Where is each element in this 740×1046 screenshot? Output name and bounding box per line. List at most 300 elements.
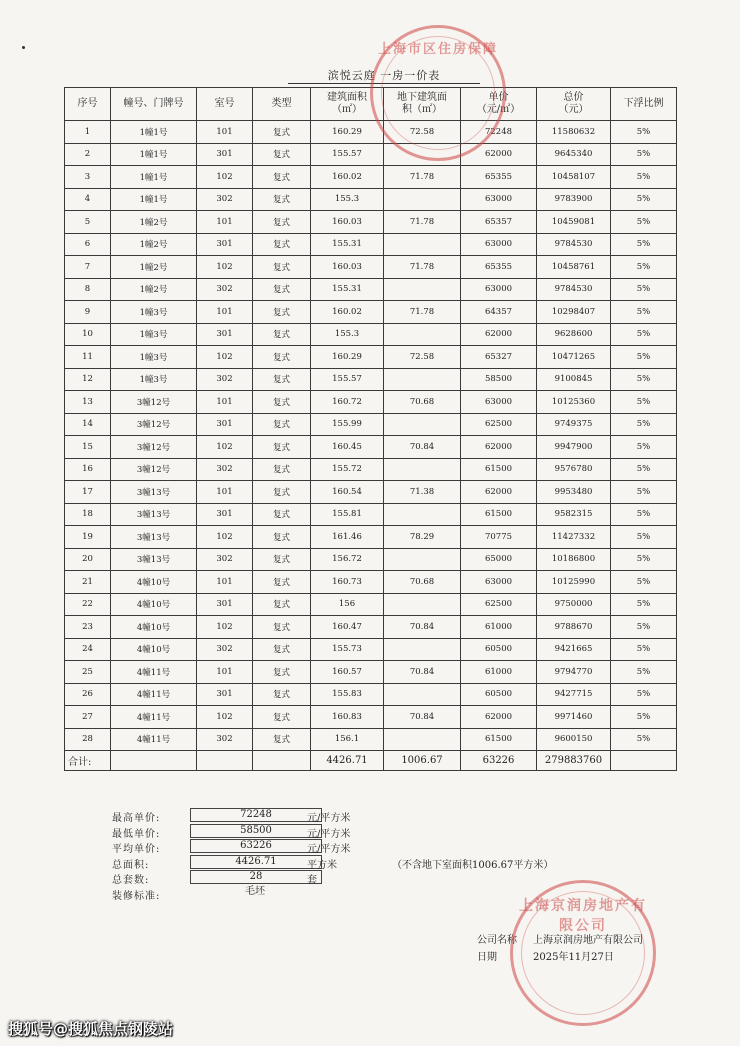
column-header: 地下建筑面 积（㎡） <box>384 88 461 121</box>
building-unit-cell: 4幢11号 <box>111 706 197 729</box>
underground-area-cell <box>384 728 461 751</box>
room-number-cell: 302 <box>197 638 253 661</box>
room-number-cell: 302 <box>197 368 253 391</box>
summary-value: 58500 <box>190 824 322 838</box>
row-number-cell: 21 <box>65 571 111 594</box>
floor-area-cell: 155.83 <box>311 683 384 706</box>
unit-price-cell: 60500 <box>461 638 537 661</box>
unit-price-cell: 62000 <box>461 436 537 459</box>
total-price-cell: 9947900 <box>537 436 611 459</box>
unit-type-cell: 复式 <box>253 301 311 324</box>
seal-text: 上海市区住房保障 <box>377 42 498 57</box>
underground-area-cell <box>384 188 461 211</box>
unit-price-cell: 65355 <box>461 256 537 279</box>
table-header-row <box>65 88 677 121</box>
company-name: 上海京润房地产有限公司 <box>533 935 643 946</box>
building-unit-cell: 1幢3号 <box>111 368 197 391</box>
row-number-cell: 6 <box>65 233 111 256</box>
unit-type-cell: 复式 <box>253 233 311 256</box>
unit-price-cell: 62500 <box>461 593 537 616</box>
room-number-cell: 301 <box>197 683 253 706</box>
total-price-cell: 9971460 <box>537 706 611 729</box>
row-number-cell: 8 <box>65 278 111 301</box>
unit-type-cell: 复式 <box>253 728 311 751</box>
row-number-cell: 10 <box>65 323 111 346</box>
total-underground-area: 1006.67 <box>384 751 461 771</box>
total-label: 合计: <box>65 751 111 771</box>
row-number-cell: 14 <box>65 413 111 436</box>
table-body <box>65 121 677 751</box>
table-row <box>65 616 677 639</box>
row-number-cell: 13 <box>65 391 111 414</box>
row-number-cell: 19 <box>65 526 111 549</box>
building-unit-cell: 4幢11号 <box>111 683 197 706</box>
unit-type-cell: 复式 <box>253 706 311 729</box>
floor-area-cell: 155.81 <box>311 503 384 526</box>
floor-area-cell: 155.57 <box>311 143 384 166</box>
total-price-cell: 9645340 <box>537 143 611 166</box>
unit-type-cell: 复式 <box>253 188 311 211</box>
unit-price-cell: 65000 <box>461 548 537 571</box>
unit-type-cell: 复式 <box>253 121 311 144</box>
row-number-cell: 7 <box>65 256 111 279</box>
unit-price-cell: 62000 <box>461 143 537 166</box>
total-price-cell: 10125360 <box>537 391 611 414</box>
column-header: 总价 （元） <box>537 88 611 121</box>
underground-area-cell: 71.78 <box>384 211 461 234</box>
unit-type-cell: 复式 <box>253 278 311 301</box>
underground-area-cell <box>384 683 461 706</box>
table-row <box>65 661 677 684</box>
total-price-cell: 9953480 <box>537 481 611 504</box>
building-unit-cell: 1幢2号 <box>111 278 197 301</box>
floor-area-cell: 155.3 <box>311 188 384 211</box>
summary-value: 4426.71 <box>190 855 322 869</box>
room-number-cell: 102 <box>197 436 253 459</box>
table-row <box>65 301 677 324</box>
unit-price-cell: 62000 <box>461 323 537 346</box>
underground-area-cell: 72.58 <box>384 346 461 369</box>
room-number-cell: 301 <box>197 503 253 526</box>
underground-area-cell: 70.84 <box>384 616 461 639</box>
unit-price-cell: 62500 <box>461 413 537 436</box>
total-price-cell: 10471265 <box>537 346 611 369</box>
table-row <box>65 436 677 459</box>
building-unit-cell: 3幢12号 <box>111 391 197 414</box>
discount-rate-cell: 5% <box>611 256 677 279</box>
total-price-cell: 10125990 <box>537 571 611 594</box>
unit-price-cell: 63000 <box>461 233 537 256</box>
total-price-cell: 9784530 <box>537 233 611 256</box>
row-number-cell: 18 <box>65 503 111 526</box>
table-row <box>65 526 677 549</box>
discount-rate-cell: 5% <box>611 211 677 234</box>
total-price-cell: 9750000 <box>537 593 611 616</box>
building-unit-cell: 3幢13号 <box>111 481 197 504</box>
floor-area-cell: 160.03 <box>311 211 384 234</box>
row-number-cell: 5 <box>65 211 111 234</box>
discount-rate-cell: 5% <box>611 143 677 166</box>
underground-area-cell: 70.68 <box>384 391 461 414</box>
discount-rate-cell: 5% <box>611 121 677 144</box>
unit-price-cell: 72248 <box>461 121 537 144</box>
summary-note: （不含地下室面积1006.67平方米） <box>392 859 554 871</box>
table-row <box>65 503 677 526</box>
total-price-cell: 9576780 <box>537 458 611 481</box>
total-price-cell: 9783900 <box>537 188 611 211</box>
discount-rate-cell: 5% <box>611 683 677 706</box>
total-empty-cell <box>111 751 197 771</box>
discount-rate-cell: 5% <box>611 301 677 324</box>
unit-price-cell: 70775 <box>461 526 537 549</box>
row-number-cell: 17 <box>65 481 111 504</box>
table-row <box>65 638 677 661</box>
summary-unit: 平方米 <box>307 859 337 871</box>
summary-label: 平均单价: <box>112 844 161 855</box>
underground-area-cell <box>384 143 461 166</box>
total-empty-cell <box>197 751 253 771</box>
table-row <box>65 683 677 706</box>
summary-value: 63226 <box>190 839 322 853</box>
unit-type-cell: 复式 <box>253 683 311 706</box>
unit-type-cell: 复式 <box>253 526 311 549</box>
unit-type-cell: 复式 <box>253 323 311 346</box>
unit-type-cell: 复式 <box>253 548 311 571</box>
table-row <box>65 391 677 414</box>
total-price-cell: 9100845 <box>537 368 611 391</box>
company-date: 2025年11月27日 <box>533 952 614 963</box>
discount-rate-cell: 5% <box>611 481 677 504</box>
unit-price-cell: 60500 <box>461 683 537 706</box>
table-row <box>65 233 677 256</box>
unit-price-cell: 63000 <box>461 571 537 594</box>
table-row <box>65 188 677 211</box>
unit-type-cell: 复式 <box>253 616 311 639</box>
unit-price-cell: 61000 <box>461 616 537 639</box>
discount-rate-cell: 5% <box>611 368 677 391</box>
total-empty-cell <box>611 751 677 771</box>
unit-type-cell: 复式 <box>253 481 311 504</box>
floor-area-cell: 160.02 <box>311 301 384 324</box>
unit-type-cell: 复式 <box>253 346 311 369</box>
table-row <box>65 346 677 369</box>
row-number-cell: 25 <box>65 661 111 684</box>
floor-area-cell: 155.99 <box>311 413 384 436</box>
floor-area-cell: 160.47 <box>311 616 384 639</box>
unit-type-cell: 复式 <box>253 436 311 459</box>
floor-area-cell: 155.73 <box>311 638 384 661</box>
row-number-cell: 20 <box>65 548 111 571</box>
discount-rate-cell: 5% <box>611 728 677 751</box>
company-block <box>477 932 643 966</box>
underground-area-cell: 70.84 <box>384 436 461 459</box>
table-row <box>65 481 677 504</box>
summary-label: 最高单价: <box>112 813 161 824</box>
scan-speck <box>22 46 25 49</box>
unit-type-cell: 复式 <box>253 211 311 234</box>
total-avg-unit-price: 63226 <box>461 751 537 771</box>
discount-rate-cell: 5% <box>611 436 677 459</box>
underground-area-cell: 70.84 <box>384 661 461 684</box>
total-price-cell: 11427332 <box>537 526 611 549</box>
floor-area-cell: 155.31 <box>311 278 384 301</box>
unit-type-cell: 复式 <box>253 256 311 279</box>
underground-area-cell <box>384 368 461 391</box>
summary-value: 毛坯 <box>245 885 265 897</box>
underground-area-cell: 70.84 <box>384 706 461 729</box>
total-price-cell: 11580632 <box>537 121 611 144</box>
building-unit-cell: 1幢1号 <box>111 166 197 189</box>
discount-rate-cell: 5% <box>611 278 677 301</box>
summary-value: 72248 <box>190 808 322 822</box>
building-unit-cell: 4幢10号 <box>111 638 197 661</box>
unit-type-cell: 复式 <box>253 661 311 684</box>
floor-area-cell: 155.72 <box>311 458 384 481</box>
unit-price-cell: 65357 <box>461 211 537 234</box>
row-number-cell: 4 <box>65 188 111 211</box>
building-unit-cell: 3幢12号 <box>111 413 197 436</box>
discount-rate-cell: 5% <box>611 661 677 684</box>
table-row <box>65 323 677 346</box>
discount-rate-cell: 5% <box>611 503 677 526</box>
total-price-cell: 9784530 <box>537 278 611 301</box>
underground-area-cell <box>384 278 461 301</box>
discount-rate-cell: 5% <box>611 188 677 211</box>
floor-area-cell: 160.83 <box>311 706 384 729</box>
column-header: 单价 （元/㎡） <box>461 88 537 121</box>
room-number-cell: 101 <box>197 391 253 414</box>
unit-price-cell: 61500 <box>461 503 537 526</box>
unit-price-cell: 61500 <box>461 728 537 751</box>
floor-area-cell: 160.29 <box>311 121 384 144</box>
company-date-label: 日期 <box>477 952 497 963</box>
unit-price-cell: 58500 <box>461 368 537 391</box>
table-row <box>65 278 677 301</box>
room-number-cell: 302 <box>197 458 253 481</box>
building-unit-cell: 4幢10号 <box>111 616 197 639</box>
summary-label: 装修标准: <box>112 890 161 902</box>
row-number-cell: 26 <box>65 683 111 706</box>
row-number-cell: 27 <box>65 706 111 729</box>
column-header: 类型 <box>253 88 311 121</box>
total-price-cell: 10186800 <box>537 548 611 571</box>
table-row <box>65 413 677 436</box>
underground-area-cell <box>384 593 461 616</box>
room-number-cell: 301 <box>197 593 253 616</box>
building-unit-cell: 4幢11号 <box>111 728 197 751</box>
summary-label: 总套数: <box>112 875 150 886</box>
total-row <box>65 751 677 771</box>
row-number-cell: 23 <box>65 616 111 639</box>
total-area: 4426.71 <box>311 751 384 771</box>
discount-rate-cell: 5% <box>611 391 677 414</box>
building-unit-cell: 1幢1号 <box>111 143 197 166</box>
unit-type-cell: 复式 <box>253 143 311 166</box>
table-row <box>65 593 677 616</box>
total-price-cell: 10458761 <box>537 256 611 279</box>
underground-area-cell <box>384 638 461 661</box>
total-price-cell: 10298407 <box>537 301 611 324</box>
underground-area-cell: 71.78 <box>384 301 461 324</box>
unit-type-cell: 复式 <box>253 571 311 594</box>
floor-area-cell: 156 <box>311 593 384 616</box>
document-title: 滨悦云庭 一房一价表 <box>288 67 480 84</box>
room-number-cell: 101 <box>197 211 253 234</box>
floor-area-cell: 160.54 <box>311 481 384 504</box>
floor-area-cell: 160.29 <box>311 346 384 369</box>
underground-area-cell <box>384 323 461 346</box>
unit-type-cell: 复式 <box>253 368 311 391</box>
underground-area-cell <box>384 548 461 571</box>
underground-area-cell: 71.38 <box>384 481 461 504</box>
building-unit-cell: 1幢2号 <box>111 233 197 256</box>
summary-label: 总面积: <box>112 859 150 871</box>
column-header: 下浮比例 <box>611 88 677 121</box>
room-number-cell: 302 <box>197 548 253 571</box>
underground-area-cell <box>384 233 461 256</box>
building-unit-cell: 4幢11号 <box>111 661 197 684</box>
discount-rate-cell: 5% <box>611 346 677 369</box>
row-number-cell: 11 <box>65 346 111 369</box>
company-name-line <box>477 932 643 949</box>
room-number-cell: 302 <box>197 728 253 751</box>
total-price-cell: 9794770 <box>537 661 611 684</box>
unit-type-cell: 复式 <box>253 413 311 436</box>
row-number-cell: 2 <box>65 143 111 166</box>
column-header: 室号 <box>197 88 253 121</box>
total-price-cell: 9427715 <box>537 683 611 706</box>
room-number-cell: 102 <box>197 166 253 189</box>
table-row <box>65 728 677 751</box>
room-number-cell: 302 <box>197 188 253 211</box>
floor-area-cell: 160.03 <box>311 256 384 279</box>
building-unit-cell: 1幢3号 <box>111 346 197 369</box>
room-number-cell: 101 <box>197 481 253 504</box>
table-row <box>65 143 677 166</box>
floor-area-cell: 160.02 <box>311 166 384 189</box>
unit-price-cell: 65327 <box>461 346 537 369</box>
floor-area-cell: 155.31 <box>311 233 384 256</box>
discount-rate-cell: 5% <box>611 413 677 436</box>
table-row <box>65 548 677 571</box>
underground-area-cell: 71.78 <box>384 256 461 279</box>
unit-price-cell: 61500 <box>461 458 537 481</box>
room-number-cell: 101 <box>197 301 253 324</box>
room-number-cell: 302 <box>197 278 253 301</box>
room-number-cell: 301 <box>197 143 253 166</box>
floor-area-cell: 160.72 <box>311 391 384 414</box>
discount-rate-cell: 5% <box>611 166 677 189</box>
table-row <box>65 368 677 391</box>
discount-rate-cell: 5% <box>611 571 677 594</box>
discount-rate-cell: 5% <box>611 526 677 549</box>
row-number-cell: 12 <box>65 368 111 391</box>
total-price-cell: 9582315 <box>537 503 611 526</box>
unit-type-cell: 复式 <box>253 593 311 616</box>
row-number-cell: 3 <box>65 166 111 189</box>
floor-area-cell: 160.57 <box>311 661 384 684</box>
building-unit-cell: 1幢1号 <box>111 121 197 144</box>
source-watermark: 搜狐号@搜狐焦点钢陵站 <box>8 1020 174 1038</box>
building-unit-cell: 3幢13号 <box>111 503 197 526</box>
discount-rate-cell: 5% <box>611 593 677 616</box>
underground-area-cell: 72.58 <box>384 121 461 144</box>
building-unit-cell: 4幢10号 <box>111 571 197 594</box>
summary-unit: 元/平方米 <box>307 844 351 855</box>
floor-area-cell: 156.72 <box>311 548 384 571</box>
unit-price-cell: 63000 <box>461 278 537 301</box>
unit-price-cell: 61000 <box>461 661 537 684</box>
total-price-cell: 9600150 <box>537 728 611 751</box>
unit-type-cell: 复式 <box>253 166 311 189</box>
table-row <box>65 211 677 234</box>
total-price-cell: 9628600 <box>537 323 611 346</box>
company-name-label: 公司名称 <box>477 935 517 946</box>
underground-area-cell: 71.78 <box>384 166 461 189</box>
building-unit-cell: 4幢10号 <box>111 593 197 616</box>
underground-area-cell <box>384 413 461 436</box>
floor-area-cell: 160.73 <box>311 571 384 594</box>
total-price-cell: 10458107 <box>537 166 611 189</box>
row-number-cell: 22 <box>65 593 111 616</box>
table-row <box>65 706 677 729</box>
floor-area-cell: 160.45 <box>311 436 384 459</box>
unit-price-cell: 62000 <box>461 706 537 729</box>
summary-value: 28 <box>190 870 322 884</box>
floor-area-cell: 161.46 <box>311 526 384 549</box>
unit-price-cell: 64357 <box>461 301 537 324</box>
summary-unit: 套 <box>307 875 317 886</box>
room-number-cell: 101 <box>197 661 253 684</box>
table-row <box>65 166 677 189</box>
underground-area-cell <box>384 458 461 481</box>
building-unit-cell: 3幢12号 <box>111 458 197 481</box>
building-unit-cell: 1幢3号 <box>111 301 197 324</box>
building-unit-cell: 1幢1号 <box>111 188 197 211</box>
summary-label: 最低单价: <box>112 828 161 840</box>
room-number-cell: 101 <box>197 571 253 594</box>
seal-text: 上海京润房地产有限公司 <box>519 898 647 934</box>
column-header: 幢号、门牌号 <box>111 88 197 121</box>
discount-rate-cell: 5% <box>611 458 677 481</box>
building-unit-cell: 3幢13号 <box>111 526 197 549</box>
discount-rate-cell: 5% <box>611 616 677 639</box>
room-number-cell: 102 <box>197 256 253 279</box>
building-unit-cell: 3幢13号 <box>111 548 197 571</box>
table-row <box>65 571 677 594</box>
row-number-cell: 28 <box>65 728 111 751</box>
discount-rate-cell: 5% <box>611 233 677 256</box>
unit-price-cell: 63000 <box>461 391 537 414</box>
discount-rate-cell: 5% <box>611 323 677 346</box>
unit-type-cell: 复式 <box>253 391 311 414</box>
room-number-cell: 301 <box>197 323 253 346</box>
price-table <box>64 87 677 771</box>
row-number-cell: 16 <box>65 458 111 481</box>
column-header: 建筑面积 （㎡） <box>311 88 384 121</box>
table-row <box>65 256 677 279</box>
table-row <box>65 458 677 481</box>
unit-type-cell: 复式 <box>253 503 311 526</box>
room-number-cell: 301 <box>197 233 253 256</box>
room-number-cell: 101 <box>197 121 253 144</box>
discount-rate-cell: 5% <box>611 548 677 571</box>
summary-unit: 元/平方米 <box>307 828 351 840</box>
building-unit-cell: 1幢3号 <box>111 323 197 346</box>
total-price-cell: 9421665 <box>537 638 611 661</box>
floor-area-cell: 155.57 <box>311 368 384 391</box>
total-price-sum: 279883760 <box>537 751 611 771</box>
